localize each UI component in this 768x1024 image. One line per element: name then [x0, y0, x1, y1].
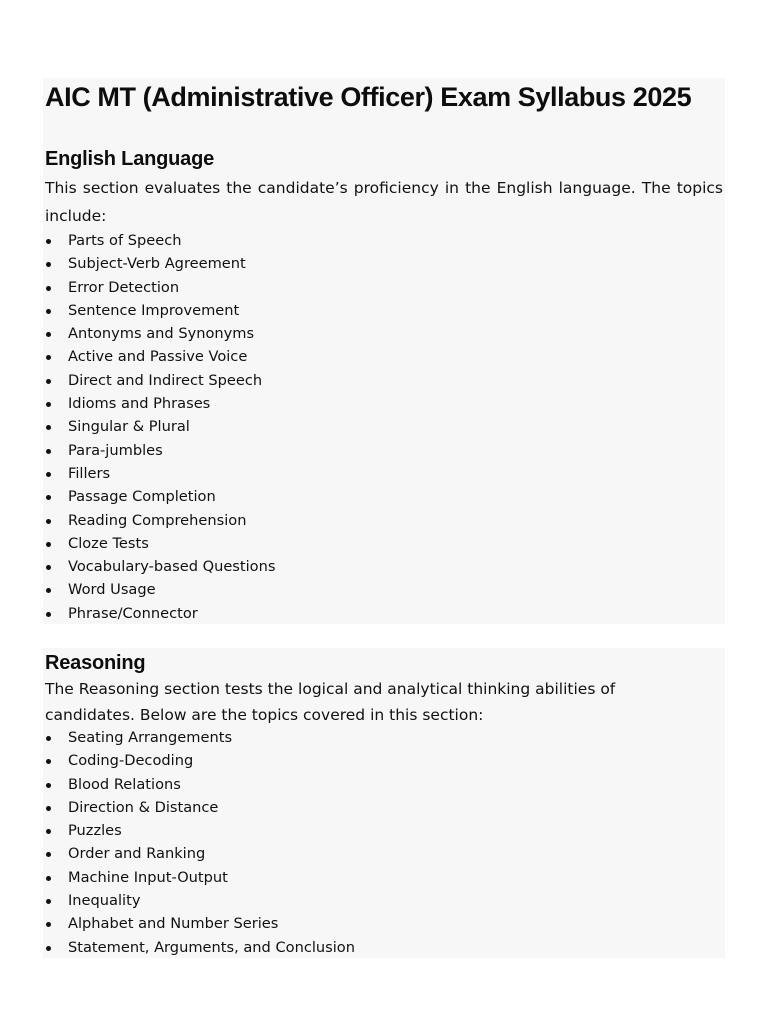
list-item	[43, 369, 275, 392]
list-item	[43, 726, 355, 749]
topic-label: Active and Passive Voice	[68, 348, 248, 366]
list-item	[43, 415, 275, 438]
page-title: AIC MT (Administrative Officer) Exam Syllabus 2025	[45, 82, 692, 112]
bullet-icon	[46, 332, 51, 337]
topic-label: Alphabet and Number Series	[68, 915, 279, 933]
topic-label: Inequality	[68, 892, 141, 910]
bullet-icon	[46, 425, 51, 430]
topic-label: Puzzles	[68, 822, 122, 840]
list-item	[43, 602, 275, 625]
bullet-icon	[46, 783, 51, 788]
bullet-icon	[46, 355, 51, 360]
list-item	[43, 392, 275, 415]
list-item	[43, 485, 275, 508]
english-section-intro: This section evaluates the candidate’s proficiency in the English language. The topics include:	[45, 179, 723, 225]
topic-label: Statement, Arguments, and Conclusion	[68, 938, 355, 956]
english-section	[43, 78, 725, 624]
reasoning-section-intro	[45, 676, 723, 728]
bullet-icon	[46, 852, 51, 857]
bullet-icon	[46, 262, 51, 267]
bullet-icon	[46, 542, 51, 547]
bullet-icon	[46, 495, 51, 500]
list-item	[43, 842, 355, 865]
topic-label: Word Usage	[68, 581, 156, 599]
list-item	[43, 299, 275, 322]
list-item	[43, 819, 355, 842]
reasoning-section	[43, 648, 725, 958]
list-item	[43, 229, 275, 252]
list-item	[43, 462, 275, 485]
topic-label: Phrase/Connector	[68, 604, 198, 622]
topic-label: Direct and Indirect Speech	[68, 371, 263, 389]
topic-label: Antonyms and Synonyms	[68, 325, 255, 343]
list-item	[43, 578, 275, 601]
bullet-icon	[46, 899, 51, 904]
english-section-heading: English Language	[45, 148, 215, 170]
list-item	[43, 555, 275, 578]
english-topic-list	[43, 229, 275, 625]
list-item	[43, 276, 275, 299]
reasoning-topic-list	[43, 726, 355, 959]
topic-label: Error Detection	[68, 278, 180, 296]
list-item	[43, 889, 355, 912]
bullet-icon	[46, 402, 51, 407]
topic-label: Vocabulary-based Questions	[68, 558, 276, 576]
topic-label: Subject-Verb Agreement	[68, 255, 246, 273]
list-item	[43, 509, 275, 532]
topic-label: Direction & Distance	[68, 798, 219, 816]
reasoning-intro-line: candidates. Below are the topics covered in this section:	[45, 706, 484, 724]
list-item	[43, 796, 355, 819]
topic-label: Idioms and Phrases	[68, 395, 211, 413]
list-item	[43, 322, 275, 345]
reasoning-intro-line: The Reasoning section tests the logical and analytical thinking abilities of	[45, 680, 616, 698]
bullet-icon	[46, 449, 51, 454]
topic-label: Blood Relations	[68, 775, 181, 793]
bullet-icon	[46, 736, 51, 741]
reasoning-section-heading: Reasoning	[45, 652, 146, 674]
bullet-icon	[46, 239, 51, 244]
bullet-icon	[46, 806, 51, 811]
topic-label: Seating Arrangements	[68, 729, 233, 746]
list-item	[43, 912, 355, 935]
topic-label: Reading Comprehension	[68, 511, 247, 529]
bullet-icon	[46, 379, 51, 384]
topic-label: Sentence Improvement	[68, 301, 240, 319]
bullet-icon	[46, 519, 51, 524]
bullet-icon	[46, 472, 51, 477]
bullet-icon	[46, 309, 51, 314]
bullet-icon	[46, 759, 51, 764]
topic-label: Parts of Speech	[68, 232, 182, 249]
list-item	[43, 532, 275, 555]
list-item	[43, 773, 355, 796]
topic-label: Coding-Decoding	[68, 752, 194, 770]
bullet-icon	[46, 286, 51, 291]
topic-label: Para-jumbles	[68, 441, 163, 459]
list-item	[43, 749, 355, 772]
list-item	[43, 439, 275, 462]
list-item	[43, 252, 275, 275]
bullet-icon	[46, 946, 51, 951]
topic-label: Machine Input-Output	[68, 868, 228, 886]
bullet-icon	[46, 922, 51, 927]
list-item	[43, 345, 275, 368]
bullet-icon	[46, 612, 51, 617]
bullet-icon	[46, 565, 51, 570]
topic-label: Order and Ranking	[68, 845, 206, 863]
list-item	[43, 936, 355, 959]
topic-label: Fillers	[68, 464, 111, 482]
list-item	[43, 866, 355, 889]
bullet-icon	[46, 876, 51, 881]
bullet-icon	[46, 588, 51, 593]
topic-label: Singular & Plural	[68, 418, 190, 436]
bullet-icon	[46, 829, 51, 834]
topic-label: Cloze Tests	[68, 534, 149, 552]
topic-label: Passage Completion	[68, 488, 216, 506]
